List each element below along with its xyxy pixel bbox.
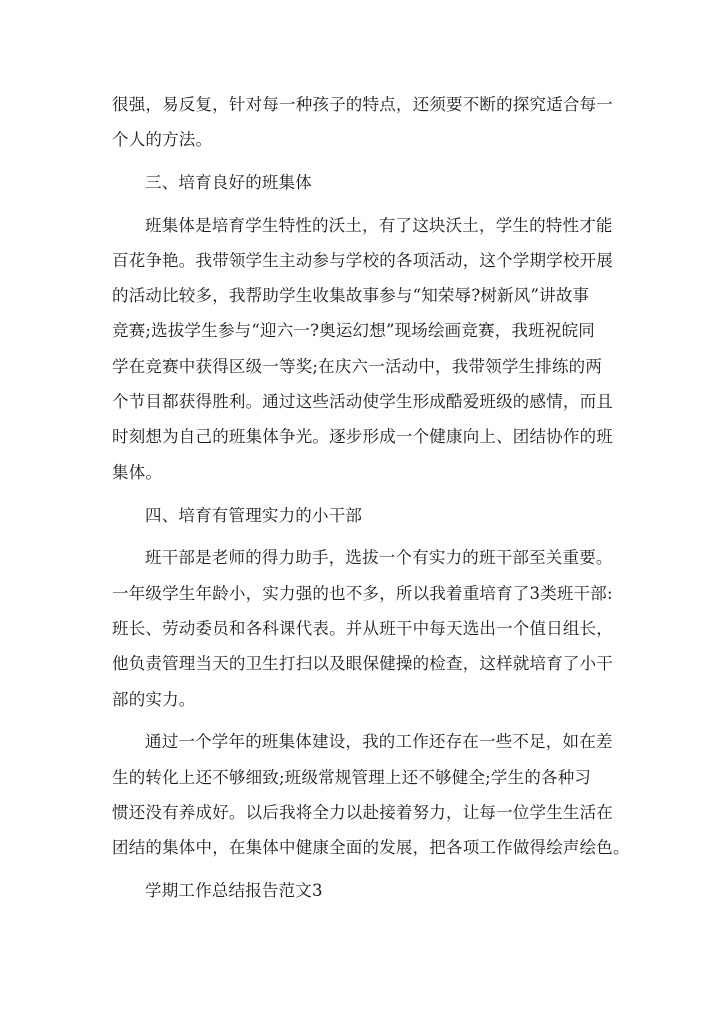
section-heading: 学期工作总结报告范文3 [145, 881, 323, 900]
section-heading: 三、培育良好的班集体 [145, 173, 312, 192]
text-line: 部的实力。 [112, 690, 196, 709]
text-line: 班干部是老师的得力助手，选拔一个有实力的班干部至关重要。 [145, 548, 613, 567]
text-line: 团结的集体中，在集体中健康全面的发展，把各项工作做得绘声绘色。 [112, 838, 630, 857]
text-line: 惯还没有养成好。以后我将全力以赴接着努力，让每一位学生生活在 [112, 803, 613, 822]
text-line: 集体。 [112, 463, 163, 482]
text-line: 个人的方法。 [112, 130, 213, 149]
text-line: 学在竞赛中获得区级一等奖;在庆六一活动中，我带领学生排练的两 [112, 357, 603, 376]
text-line: 班集体是培育学生特性的沃土，有了这块沃土，学生的特性才能 [145, 216, 613, 235]
text-line: 个节目都获得胜利。通过这些活动使学生形成酷爱班级的感情，而且 [112, 392, 613, 411]
text-line: 一年级学生年龄小，实力强的也不多，所以我着重培育了3类班干部: [112, 584, 613, 603]
text-line: 很强，易反复，针对每一种孩子的特点，还须要不断的探究适合每一 [112, 95, 613, 114]
text-line: 的活动比较多，我帮助学生收集故事参与“知荣辱?树新风”讲故事 [112, 286, 590, 305]
text-line: 竞赛;选拔学生参与“迎六一?奥运幻想”现场绘画竞赛，我班祝皖同 [112, 321, 595, 340]
text-line: 生的转化上还不够细致;班级常规管理上还不够健全;学生的各种习 [112, 768, 592, 787]
text-line: 百花争艳。我带领学生主动参与学校的各项活动，这个学期学校开展 [112, 251, 613, 270]
section-heading: 四、培育有管理实力的小干部 [145, 506, 363, 525]
text-line: 时刻想为自己的班集体争光。逐步形成一个健康向上、团结协作的班 [112, 427, 613, 446]
text-line: 通过一个学年的班集体建设，我的工作还存在一些不足，如在差 [145, 732, 613, 751]
text-line: 他负责管理当天的卫生打扫以及眼保健操的检查，这样就培育了小干 [112, 654, 613, 673]
text-line: 班长、劳动委员和各科课代表。并从班干中每天选出一个值日组长， [112, 619, 613, 638]
